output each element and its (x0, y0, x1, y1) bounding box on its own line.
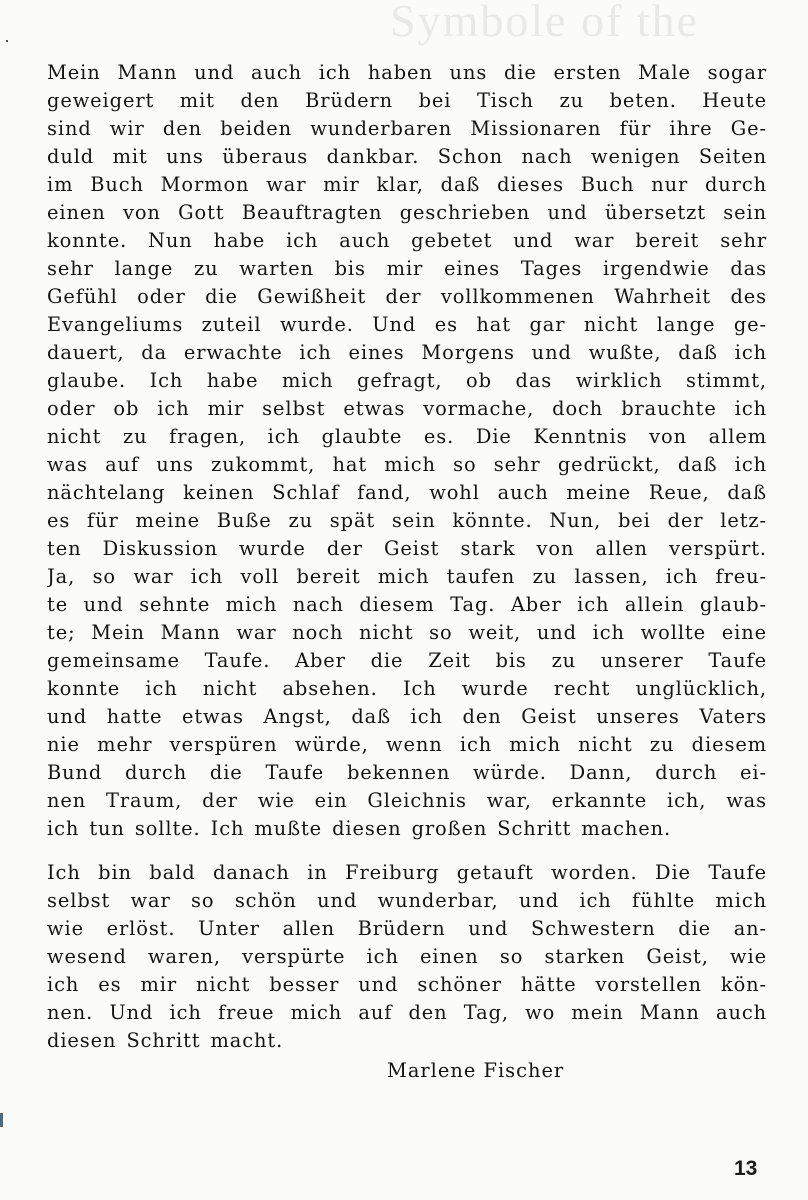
text-line: diesen Schritt macht. (47, 1029, 284, 1052)
paragraph-testimony (47, 59, 767, 843)
text-line: im Buch Mormon war mir klar, daß dieses Buch nur durch (47, 173, 767, 196)
text-line: wesend waren, verspürte ich einen so starken Geist, wie (47, 945, 767, 968)
text-line: Gefühl oder die Gewißheit der vollkommenen Wahrheit des (47, 285, 767, 308)
text-line: geweigert mit den Brüdern bei Tisch zu beten. Heute (47, 89, 767, 112)
text-line: wie erlöst. Unter allen Brüdern und Schwestern die an- (47, 917, 767, 940)
text-line: es für meine Buße zu spät sein könnte. Nun, bei der letz- (47, 509, 767, 532)
text-line: Bund durch die Taufe bekennen würde. Dann, durch ei- (47, 761, 767, 784)
text-line: Mein Mann und auch ich haben uns die ersten Male sogar (47, 61, 767, 84)
text-line: was auf uns zukommt, hat mich so sehr gedrückt, daß ich (47, 453, 767, 476)
text-line: nicht zu fragen, ich glaubte es. Die Kenntnis von allem (47, 425, 767, 448)
text-line: konnte. Nun habe ich auch gebetet und war bereit sehr (47, 229, 767, 252)
text-line: ten Diskussion wurde der Geist stark von allen verspürt. (47, 537, 767, 560)
text-line: nen. Und ich freue mich auf den Tag, wo mein Mann auch (47, 1001, 767, 1024)
text-line: oder ob ich mir selbst etwas vormache, doch brauchte ich (47, 397, 767, 420)
text-line: Evangeliums zuteil wurde. Und es hat gar nicht lange ge- (47, 313, 767, 336)
text-line: ich tun sollte. Ich mußte diesen großen Schritt machen. (47, 817, 672, 840)
bleed-through-heading: Symbole of the (390, 0, 700, 46)
text-line: glaube. Ich habe mich gefragt, ob das wirklich stimmt, (47, 369, 767, 392)
text-line: und hatte etwas Angst, daß ich den Geist unseres Vaters (47, 705, 767, 728)
text-line: Ich bin bald danach in Freiburg getauft worden. Die Taufe (47, 861, 767, 884)
text-line: duld mit uns überaus dankbar. Schon nach wenigen Seiten (47, 145, 767, 168)
text-line: gemeinsame Taufe. Aber die Zeit bis zu unserer Taufe (47, 649, 767, 672)
text-line: dauert, da erwachte ich eines Morgens und wußte, daß ich (47, 341, 767, 364)
text-line: te; Mein Mann war noch nicht so weit, und ich wollte eine (47, 621, 767, 644)
text-line: te und sehnte mich nach diesem Tag. Aber ich allein glaub- (47, 593, 767, 616)
text-line: konnte ich nicht absehen. Ich wurde recht unglücklich, (47, 677, 767, 700)
text-line: selbst war so schön und wunderbar, und ich fühlte mich (47, 889, 767, 912)
text-line: einen von Gott Beauftragten geschrieben und übersetzt sein (47, 201, 767, 224)
scan-speck (0, 1113, 3, 1127)
page-number: 13 (734, 1157, 758, 1180)
text-line: nen Traum, der wie ein Gleichnis war, erkannte ich, was (47, 789, 767, 812)
text-line: nie mehr verspüren würde, wenn ich mich nicht zu diesem (47, 733, 767, 756)
text-line: ich es mir nicht besser und schöner hätte vorstellen kön- (47, 973, 767, 996)
text-line: sind wir den beiden wunderbaren Missionaren für ihre Ge- (47, 117, 767, 140)
text-line: sehr lange zu warten bis mir eines Tages irgendwie das (47, 257, 767, 280)
scan-speck (6, 40, 8, 42)
author-signature: Marlene Fischer (387, 1059, 565, 1082)
text-line: Ja, so war ich voll bereit mich taufen zu lassen, ich freu- (47, 565, 767, 588)
paragraph-baptism (47, 859, 767, 1055)
text-line: nächtelang keinen Schlaf fand, wohl auch meine Reue, daß (47, 481, 767, 504)
